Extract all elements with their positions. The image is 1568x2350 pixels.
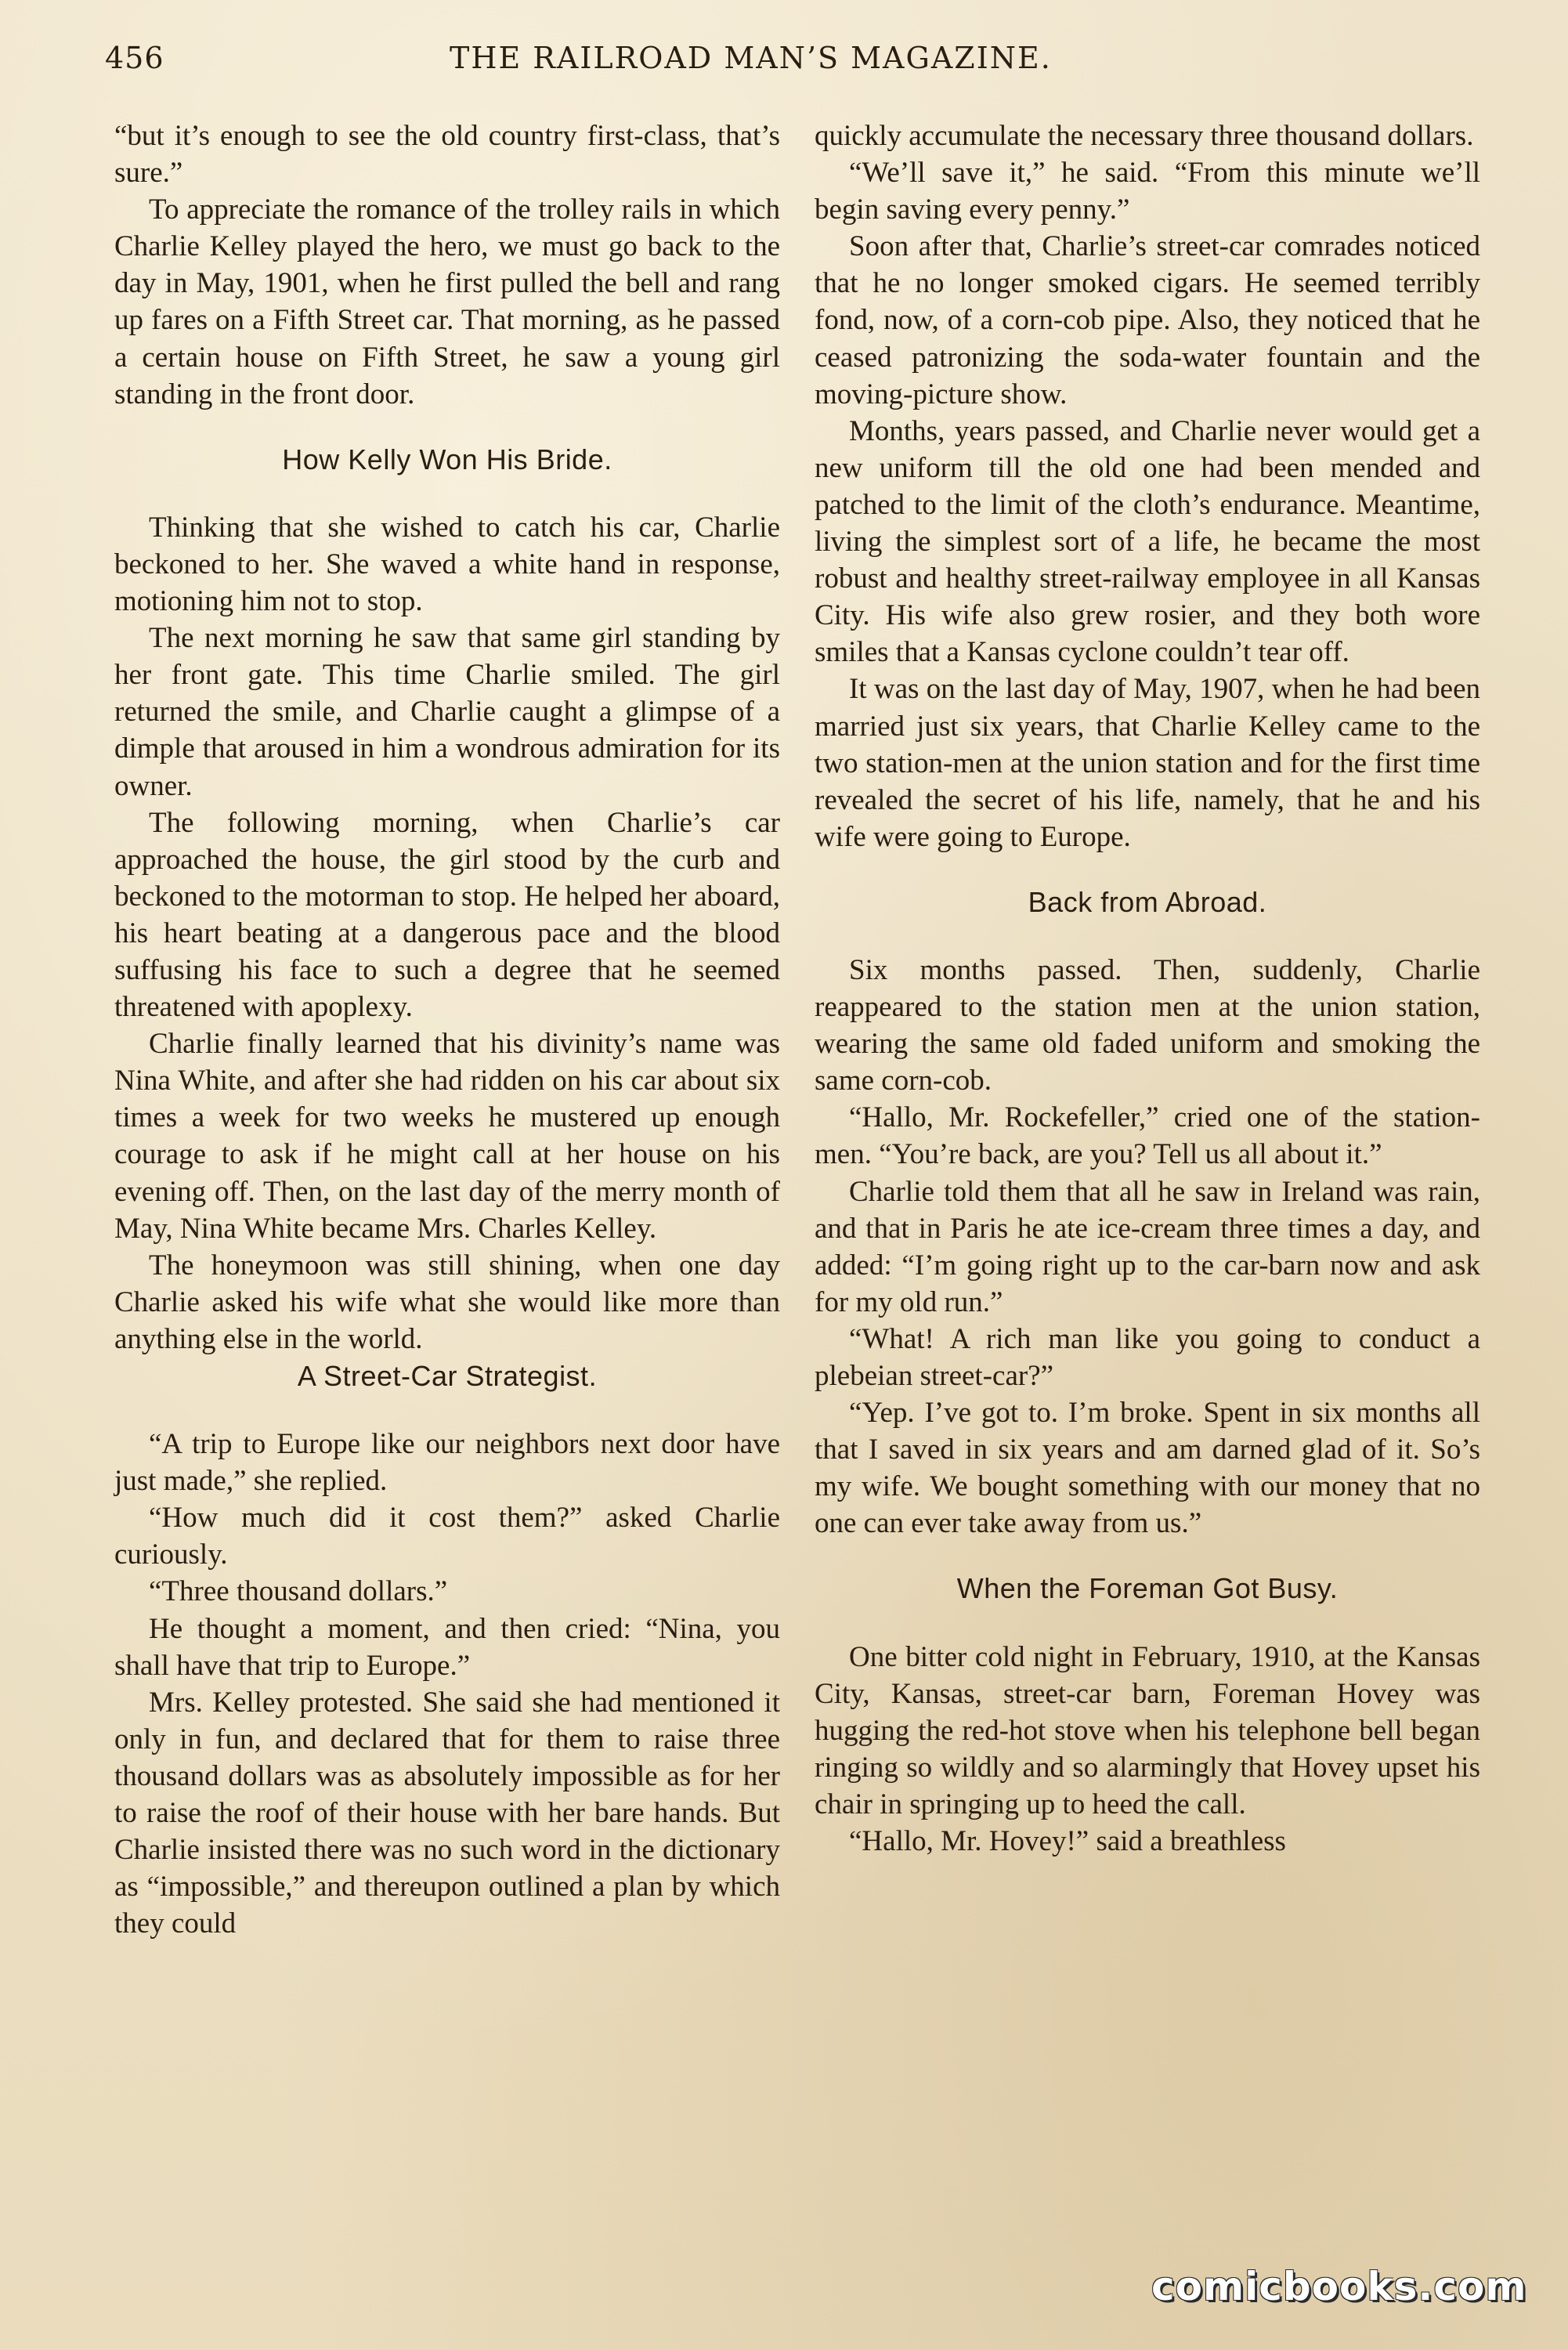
paragraph: To appreciate the romance of the trolley rails in which Charlie Kelley played the hero, we must go back to the day in May, 1901, when he first pulled the bell and rang up fares on a Fifth Street car. That morning, as he passed a certain house on Fifth Street, he saw a young girl standing in the front door. (114, 193, 780, 410)
paragraph: “What! A rich man like you going to conduct a plebeian street-car?” (815, 1322, 1480, 1392)
left-column (114, 118, 780, 1942)
paragraph: “but it’s enough to see the old country first-class, that’s sure.” (114, 120, 780, 190)
paragraph: “Three thousand dollars.” (149, 1575, 448, 1608)
paragraph: Soon after that, Charlie’s street-car comrades noticed that he no longer smoked cigars. He seemed terribly fond, now, of a corn-cob pipe. Also, they noticed that he ceased patronizing the soda-water fountain and the moving-picture show. (815, 230, 1480, 410)
paragraph: Thinking that she wished to catch his car, Charlie beckoned to her. She waved a white hand in response, motioning him not to stop. (114, 511, 780, 618)
section-heading: Back from Abroad. (1028, 885, 1267, 918)
paragraph: “We’ll save it,” he said. “From this minute we’ll begin saving every penny.” (815, 157, 1480, 226)
paragraph: It was on the last day of May, 1907, when he had been married just six years, that Charlie Kelley came to the two station-men at the union station and for the first time revealed the secret of his life, namely, that he and his wife were going to Europe. (815, 673, 1480, 853)
paragraph: Charlie told them that all he saw in Ireland was rain, and that in Paris he ate ice-cream three times a day, and added: “I’m going right up to the car-barn now and ask for my old run.” (815, 1175, 1480, 1318)
paragraph: He thought a moment, and then cried: “Nina, you shall have that trip to Europe.” (114, 1612, 780, 1682)
right-column (815, 118, 1480, 1860)
paragraph: The next morning he saw that same girl standing by her front gate. This time Charlie smiled. The girl returned the smile, and Charlie caught a glimpse of a dimple that aroused in him a wondrous admiration for its owner. (114, 622, 780, 802)
section-heading: A Street-Car Strategist. (297, 1360, 598, 1392)
section-heading: How Kelly Won His Bride. (282, 443, 612, 475)
running-title: THE RAILROAD MAN’S MAGAZINE. (450, 41, 1052, 75)
page-header (105, 36, 1465, 86)
paragraph: The following morning, when Charlie’s car approached the house, the girl stood by the curb and beckoned to the motorman to stop. He helped her aboard, his heart beating at a dangerous pace and the blood suffusing his face to such a degree that he seemed threatened with apoplexy. (114, 806, 780, 1024)
site-watermark: comicbooks.com (1151, 2264, 1527, 2309)
paragraph: “Yep. I’ve got to. I’m broke. Spent in six months all that I saved in six years and am darned glad of it. So’s my wife. We bought something with our money that no one can ever take away from us.” (815, 1397, 1480, 1540)
paragraph: One bitter cold night in February, 1910, at the Kansas City, Kansas, street-car barn, Foreman Hovey was hugging the red-hot stove when his telephone bell began ringing so wildly and so alarmingly that Hovey upset his chair in springing up to heed the call. (815, 1640, 1480, 1820)
page-number: 456 (105, 41, 164, 75)
paragraph: The honeymoon was still shining, when one day Charlie asked his wife what she would like more than anything else in the world. (114, 1249, 780, 1355)
paragraph: Mrs. Kelley protested. She said she had mentioned it only in fun, and declared that for them to raise three thousand dollars was as absolutely impossible as for her to raise the roof of their house with her bare hands. But Charlie insisted there was no such word in the dictionary as “impossible,” and thereupon outlined a plan by which they could (114, 1686, 780, 1940)
paragraph: “Hallo, Mr. Rockefeller,” cried one of the station-men. “You’re back, are you? Tell us all about it.” (815, 1101, 1480, 1171)
paragraph: Six months passed. Then, suddenly, Charlie reappeared to the station men at the union station, wearing the same old faded uniform and smoking the same corn-cob. (815, 953, 1480, 1097)
paragraph: “A trip to Europe like our neighbors next door have just made,” she replied. (114, 1428, 780, 1498)
paragraph: quickly accumulate the necessary three thousand dollars. (815, 120, 1474, 152)
paragraph: “How much did it cost them?” asked Charlie curiously. (114, 1502, 780, 1571)
paragraph: Charlie finally learned that his divinity’s name was Nina White, and after she had ridden on his car about six times a week for two weeks he mustered up enough courage to ask if he might call at her house on his evening off. Then, on the last day of the merry month of May, Nina White became Mrs. Charles Kelley. (114, 1028, 780, 1245)
paragraph: Months, years passed, and Charlie never would get a new uniform till the old one had been mended and patched to the limit of the cloth’s endurance. Meantime, living the simplest sort of a life, he became the most robust and healthy street-railway employee in all Kansas City. His wife also grew rosier, and they both wore smiles that a Kansas cyclone couldn’t tear off. (815, 414, 1480, 669)
section-heading: When the Foreman Got Busy. (956, 1572, 1339, 1605)
paragraph: “Hallo, Mr. Hovey!” said a breathless (849, 1825, 1286, 1858)
